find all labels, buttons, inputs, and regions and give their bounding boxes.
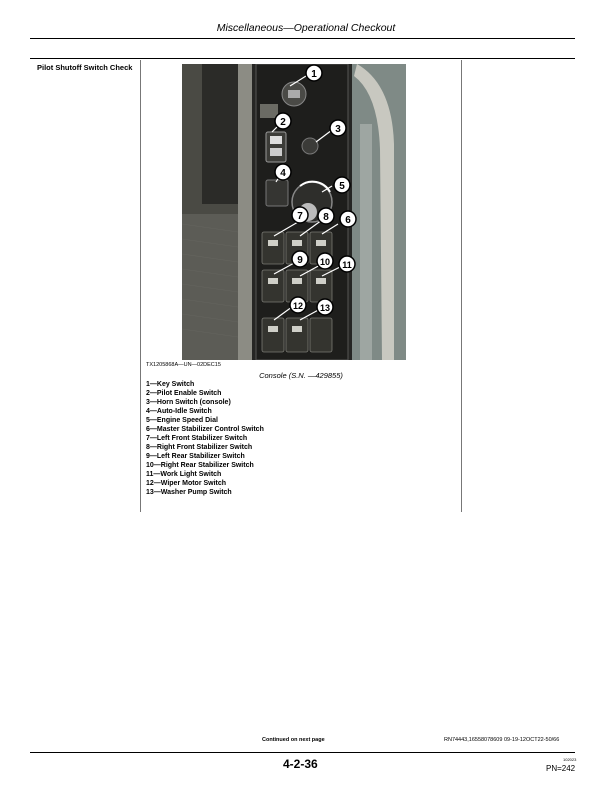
callout-9: 9 [297,255,303,266]
figure-caption: Console (S.N. —429855) [259,371,343,380]
callout-11: 11 [342,260,352,270]
legend-item: 7—Left Front Stabilizer Switch [146,435,248,442]
pn-number: PN=242 [546,764,576,773]
legend-item: 2—Pilot Enable Switch [146,390,222,397]
legend-item: 6—Master Stabilizer Control Switch [146,426,264,433]
header-title: Miscellaneous—Operational Checkout [216,22,396,34]
header-divider [30,38,575,39]
callout-3: 3 [335,124,341,135]
callout-12: 12 [292,301,304,311]
callout-13: 13 [319,303,331,313]
legend-item: 5—Engine Speed Dial [146,417,218,424]
legend-item: 10—Right Rear Stabilizer Switch [146,462,254,469]
section-title: Pilot Shutoff Switch Check [37,63,133,72]
callout-10: 10 [319,257,331,267]
revision-code: 102023 [563,757,577,762]
photo-credit: TX1205868A—UN—02DEC15 [146,362,221,368]
callout-7: 7 [297,211,303,222]
legend-item: 4—Auto-Idle Switch [146,408,212,415]
continued-note: Continued on next page [262,737,325,743]
callout-2: 2 [280,117,286,128]
callout-1: 1 [311,69,317,80]
legend-item: 9—Left Rear Stabilizer Switch [146,453,245,460]
legend-item: 8—Right Front Stabilizer Switch [146,444,253,451]
callout-6: 6 [345,215,351,226]
legend-item: 12—Wiper Motor Switch [146,480,227,487]
legend-item: 13—Washer Pump Switch [146,489,232,496]
footer-divider [30,752,575,753]
console-photo [182,64,406,360]
document-reference: RN74443,16558078609 09-19-12OCT22-50/66 [444,737,560,743]
right-column-divider [461,60,462,512]
callout-8: 8 [323,212,329,223]
callout-legend [146,380,264,497]
left-column-divider [140,60,141,512]
page-number: 4-2-36 [283,757,318,771]
callout-4: 4 [280,168,286,179]
callout-5: 5 [339,181,345,192]
legend-item: 11—Work Light Switch [146,471,222,478]
legend-item: 3—Horn Switch (console) [146,399,231,406]
legend-item: 1—Key Switch [146,381,195,388]
